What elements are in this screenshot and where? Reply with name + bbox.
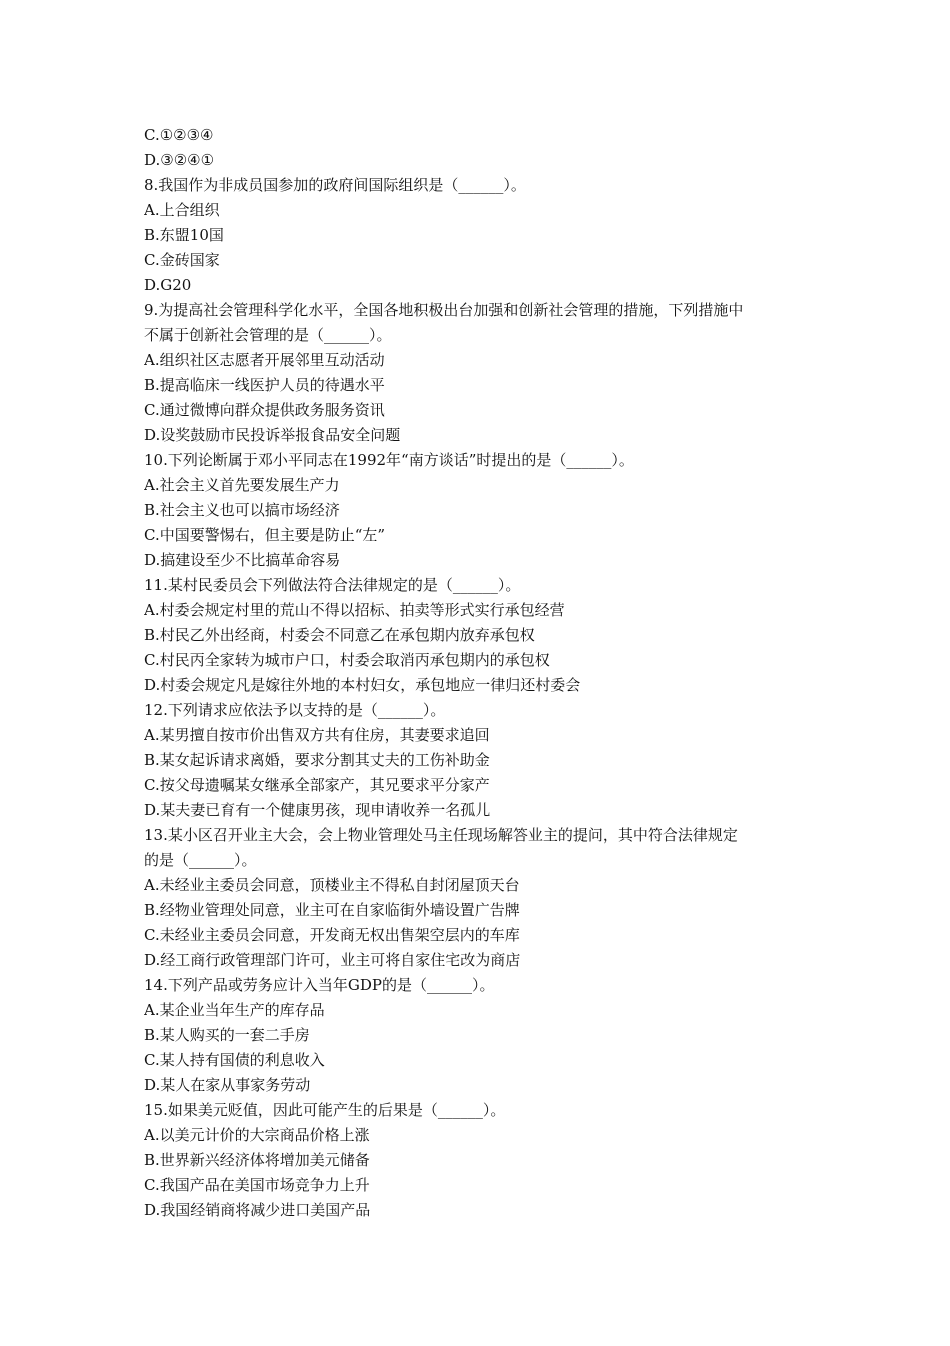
text-line: B.世界新兴经济体将增加美元储备 (144, 1151, 370, 1169)
text-line: A.未经业主委员会同意，顶楼业主不得私自封闭屋顶天台 (144, 876, 520, 894)
text-line: 10.下列论断属于邓小平同志在1992年“南方谈话”时提出的是（______）。 (144, 451, 634, 469)
text-line: 不属于创新社会管理的是（______）。 (144, 326, 392, 344)
text-line: B.社会主义也可以搞市场经济 (144, 501, 340, 519)
text-line: B.某人购买的一套二手房 (144, 1026, 310, 1044)
text-line: 9.为提高社会管理科学化水平，全国各地积极出台加强和创新社会管理的措施，下列措施中 (144, 301, 744, 319)
text-line: C.未经业主委员会同意，开发商无权出售架空层内的车库 (144, 926, 520, 944)
text-line: 15.如果美元贬值，因此可能产生的后果是（______）。 (144, 1101, 506, 1119)
text-line: 12.下列请求应依法予以支持的是（______）。 (144, 701, 446, 719)
text-line: C.我国产品在美国市场竞争力上升 (144, 1176, 370, 1194)
text-line: D.某夫妻已育有一个健康男孩，现申请收养一名孤儿 (144, 801, 491, 819)
text-line: C.中国要警惕右，但主要是防止“左” (144, 526, 386, 544)
text-line: 8.我国作为非成员国参加的政府间国际组织是（______）。 (144, 176, 526, 194)
text-line: A.某企业当年生产的库存品 (144, 1001, 325, 1019)
text-line: D.村委会规定凡是嫁往外地的本村妇女，承包地应一律归还村委会 (144, 676, 581, 694)
text-line: C.村民丙全家转为城市户口，村委会取消丙承包期内的承包权 (144, 651, 550, 669)
text-line: 11.某村民委员会下列做法符合法律规定的是（______）。 (144, 576, 521, 594)
text-line: B.东盟10国 (144, 226, 224, 244)
text-line: C.金砖国家 (144, 251, 220, 269)
text-line: A.以美元计价的大宗商品价格上涨 (144, 1126, 370, 1144)
text-line: A.社会主义首先要发展生产力 (144, 476, 340, 494)
text-line: D.我国经销商将减少进口美国产品 (144, 1201, 371, 1219)
text-line: 13.某小区召开业主大会，会上物业管理处马主任现场解答业主的提问，其中符合法律规定 (144, 826, 738, 844)
question-text (144, 123, 814, 1223)
text-line: A.村委会规定村里的荒山不得以招标、拍卖等形式实行承包经营 (144, 601, 565, 619)
text-line: 14.下列产品或劳务应计入当年GDP的是（______）。 (144, 976, 495, 994)
text-line: C.①②③④ (144, 126, 214, 144)
text-line: D.③②④① (144, 151, 215, 169)
text-line: C.通过微博向群众提供政务服务资讯 (144, 401, 385, 419)
text-line: 的是（______）。 (144, 851, 257, 869)
text-line: A.组织社区志愿者开展邻里互动活动 (144, 351, 385, 369)
text-line: A.上合组织 (144, 201, 220, 219)
text-line: D.G20 (144, 276, 192, 294)
text-line: D.设奖鼓励市民投诉举报食品安全问题 (144, 426, 401, 444)
text-line: A.某男擅自按市价出售双方共有住房，其妻要求追回 (144, 726, 490, 744)
text-line: C.某人持有国债的利息收入 (144, 1051, 325, 1069)
text-line: B.提高临床一线医护人员的待遇水平 (144, 376, 385, 394)
text-line: B.经物业管理处同意，业主可在自家临街外墙设置广告牌 (144, 901, 520, 919)
text-line: C.按父母遗嘱某女继承全部家产，其兄要求平分家产 (144, 776, 490, 794)
text-line: D.某人在家从事家务劳动 (144, 1076, 311, 1094)
text-line: B.村民乙外出经商，村委会不同意乙在承包期内放弃承包权 (144, 626, 535, 644)
text-line: D.经工商行政管理部门许可，业主可将自家住宅改为商店 (144, 951, 521, 969)
text-line: D.搞建设至少不比搞革命容易 (144, 551, 341, 569)
text-line: B.某女起诉请求离婚，要求分割其丈夫的工伤补助金 (144, 751, 490, 769)
